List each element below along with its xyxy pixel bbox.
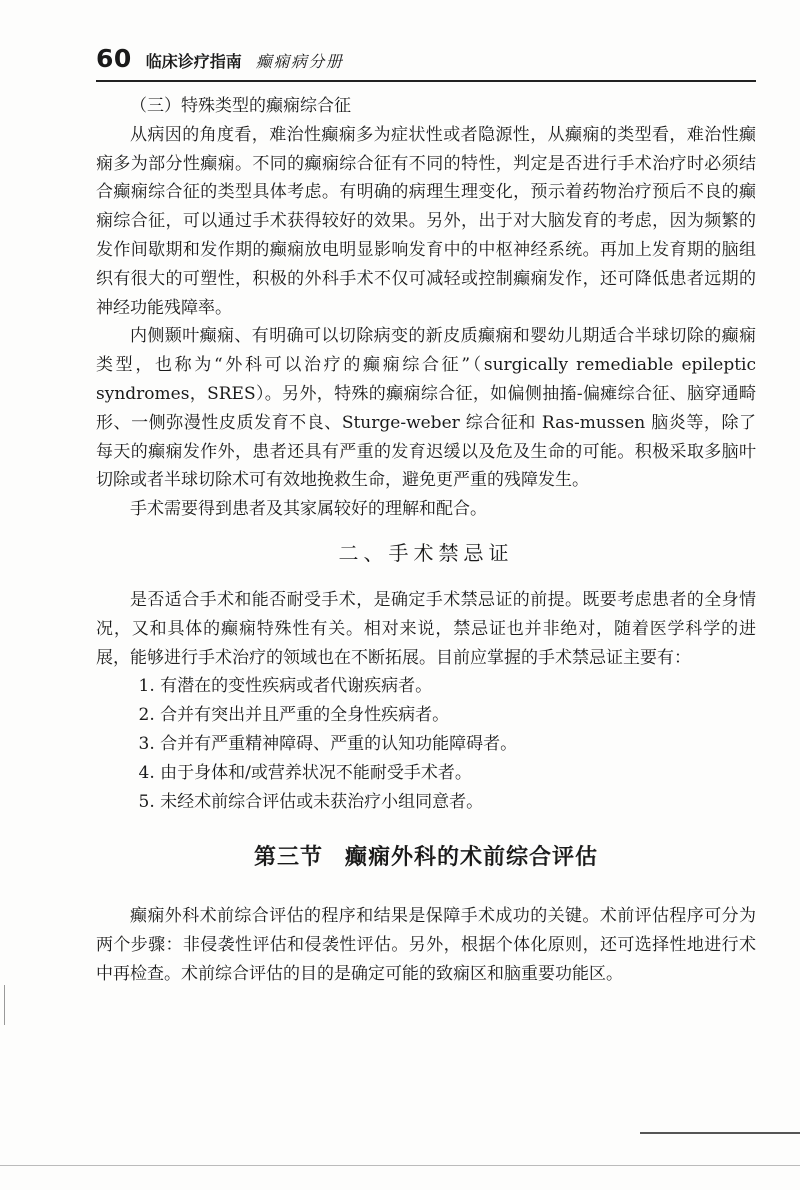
page-body bbox=[96, 92, 756, 989]
running-header bbox=[96, 44, 756, 78]
list-item: 5. 未经术前综合评估或未获治疗小组同意者。 bbox=[138, 791, 484, 812]
chapter-number: 第三节 bbox=[253, 845, 323, 871]
scan-bottom-line bbox=[640, 1132, 800, 1134]
paragraph: 内侧颞叶癫痫、有明确可以切除病变的新皮质癫痫和婴幼儿期适合半球切除的癫痫类型，也称为“外科可以治疗的癫痫综合征”（surgically remediable epileptic syndromes，SRES）。另外，特殊的癫痫综合征，如偏侧抽搐-偏瘫综合征、脑穿通畸形、一侧弥漫性皮质发育不良、Sturge-weber 综合征和 Ras-mussen 脑炎等，除了每天的癫痫发作外，患者还具有严重的发育迟缓以及危及生命的可能。积极采取多脑叶切除或者半球切除术可有效地挽救生命，避免更严重的残障发生。 bbox=[96, 326, 756, 491]
paragraph: 癫痫外科术前综合评估的程序和结果是保障手术成功的关键。术前评估程序可分为两个步骤：非侵袭性评估和侵袭性评估。另外，根据个体化原则，还可选择性地进行术中再检查。术前综合评估的目的是确定可能的致痫区和脑重要功能区。 bbox=[96, 906, 756, 984]
scan-edge-mark bbox=[4, 985, 5, 1025]
header-rule bbox=[96, 80, 756, 82]
list-item: 1. 有潜在的变性疾病或者代谢疾病者。 bbox=[138, 676, 433, 697]
page-number: 60 bbox=[96, 44, 132, 73]
contraindication-list bbox=[96, 672, 756, 816]
subheading-special-syndromes: （三）特殊类型的癫痫综合征 bbox=[130, 96, 351, 116]
chapter-heading bbox=[96, 842, 756, 874]
chapter-title: 癫痫外科的术前综合评估 bbox=[345, 845, 599, 871]
paragraph: 从病因的角度看，难治性癫痫多为症状性或者隐源性，从癫痫的类型看，难治性癫痫多为部分性癫痫。不同的癫痫综合征有不同的特性，判定是否进行手术治疗时必须结合癫痫综合征的类型具体考虑。有明确的病理生理变化，预示着药物治疗预后不良的癫痫综合征，可以通过手术获得较好的效果。另外，出于对大脑发育的考虑，因为频繁的发作间歇期和发作期的癫痫放电明显影响发育中的中枢神经系统。再加上发育期的脑组织有很大的可塑性，积极的外科手术不仅可减轻或控制癫痫发作，还可降低患者远期的神经功能残障率。 bbox=[96, 124, 756, 318]
paragraph: 手术需要得到患者及其家属较好的理解和配合。 bbox=[130, 499, 487, 520]
list-item: 3. 合并有严重精神障碍、严重的认知功能障碍者。 bbox=[138, 733, 518, 754]
list-item: 4. 由于身体和/或营养状况不能耐受手术者。 bbox=[138, 762, 472, 783]
series-title: 临床诊疗指南 bbox=[145, 52, 242, 71]
section-heading-contraindications: 二、手术禁忌证 bbox=[338, 540, 514, 565]
volume-title: 癫痫病分册 bbox=[255, 52, 344, 71]
list-item: 2. 合并有突出并且严重的全身性疾病者。 bbox=[138, 705, 450, 726]
scan-bottom-edge bbox=[0, 1165, 800, 1166]
paragraph: 是否适合手术和能否耐受手术，是确定手术禁忌证的前提。既要考虑患者的全身情况，又和具体的癫痫特殊性有关。相对来说，禁忌证也并非绝对，随着医学科学的进展，能够进行手术治疗的领域也在不断拓展。目前应掌握的手术禁忌证主要有： bbox=[96, 589, 756, 668]
